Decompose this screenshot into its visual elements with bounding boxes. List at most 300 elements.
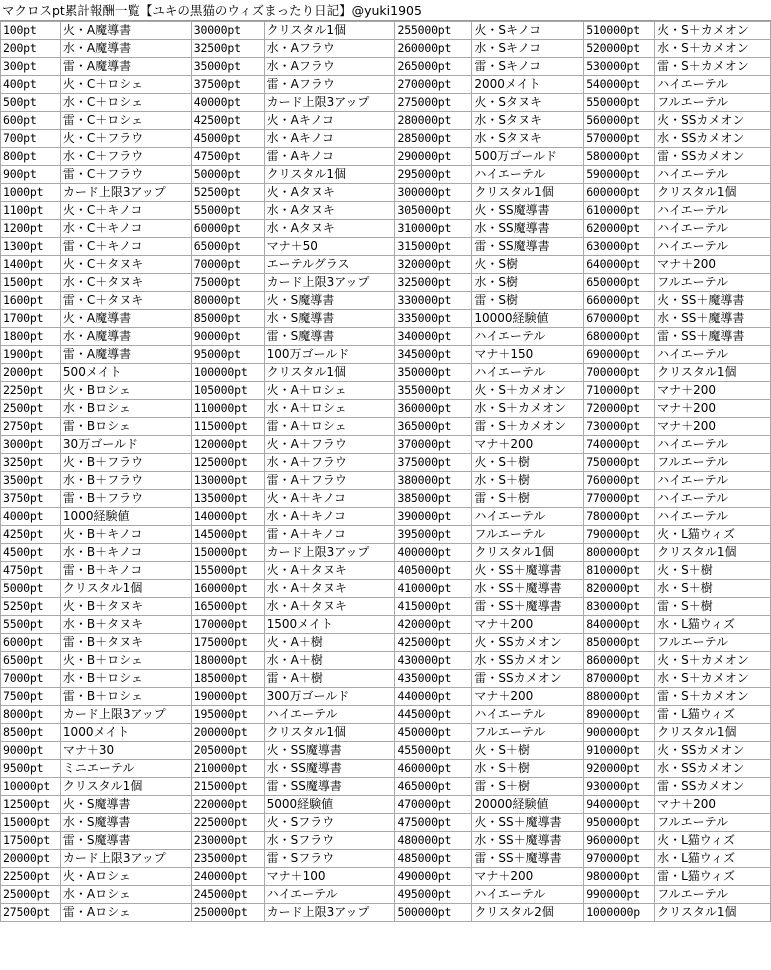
reward-cell: マナ＋200 (472, 688, 584, 706)
points-cell: 50000pt (191, 166, 264, 184)
reward-cell: 雷・C＋キノコ (60, 238, 191, 256)
reward-cell: カード上限3アップ (264, 274, 395, 292)
table-row (1, 742, 771, 760)
points-cell: 800pt (1, 148, 61, 166)
reward-cell: カード上限3アップ (264, 544, 395, 562)
reward-cell: 火・SSカメオン (655, 742, 771, 760)
reward-cell: 火・Bロシェ (60, 382, 191, 400)
reward-cell: ハイエーテル (472, 886, 584, 904)
reward-cell: 火・SS＋魔導書 (472, 562, 584, 580)
points-cell: 8000pt (1, 706, 61, 724)
points-cell: 300000pt (395, 184, 472, 202)
table-row (1, 220, 771, 238)
reward-cell: 水・S魔導書 (60, 814, 191, 832)
reward-cell: 火・A魔導書 (60, 22, 191, 40)
reward-cell: カード上限3アップ (60, 850, 191, 868)
points-cell: 640000pt (584, 256, 655, 274)
reward-cell: 水・A＋キノコ (264, 508, 395, 526)
points-cell: 930000pt (584, 778, 655, 796)
points-cell: 720000pt (584, 400, 655, 418)
points-cell: 580000pt (584, 148, 655, 166)
points-cell: 55000pt (191, 202, 264, 220)
reward-cell: クリスタル1個 (655, 544, 771, 562)
reward-cell: エーテルグラス (264, 256, 395, 274)
points-cell: 75000pt (191, 274, 264, 292)
reward-cell: 水・A魔導書 (60, 328, 191, 346)
reward-cell: 雷・SS＋魔導書 (472, 598, 584, 616)
points-cell: 450000pt (395, 724, 472, 742)
reward-cell: 火・SS魔導書 (264, 742, 395, 760)
points-cell: 175000pt (191, 634, 264, 652)
points-cell: 3500pt (1, 472, 61, 490)
reward-cell: 水・S＋カメオン (472, 400, 584, 418)
table-row (1, 202, 771, 220)
table-row (1, 292, 771, 310)
points-cell: 880000pt (584, 688, 655, 706)
points-cell: 5250pt (1, 598, 61, 616)
points-cell: 365000pt (395, 418, 472, 436)
points-cell: 610000pt (584, 202, 655, 220)
reward-cell: 火・B＋キノコ (60, 526, 191, 544)
points-cell: 250000pt (191, 904, 264, 922)
points-cell: 440000pt (395, 688, 472, 706)
sheet-title: マクロスpt累計報酬一覧【ユキの黒猫のウィズまったり日記】@yuki1905 (0, 0, 771, 21)
reward-cell: マナ＋200 (472, 868, 584, 886)
points-cell: 780000pt (584, 508, 655, 526)
points-cell: 910000pt (584, 742, 655, 760)
reward-cell: 1500メイト (264, 616, 395, 634)
points-cell: 630000pt (584, 238, 655, 256)
points-cell: 940000pt (584, 796, 655, 814)
points-cell: 860000pt (584, 652, 655, 670)
reward-cell: クリスタル1個 (264, 364, 395, 382)
reward-cell: 火・S＋カメオン (655, 22, 771, 40)
points-cell: 660000pt (584, 292, 655, 310)
points-cell: 1200pt (1, 220, 61, 238)
points-cell: 400pt (1, 76, 61, 94)
points-cell: 345000pt (395, 346, 472, 364)
points-cell: 2000pt (1, 364, 61, 382)
points-cell: 120000pt (191, 436, 264, 454)
reward-cell: 雷・C＋フラウ (60, 166, 191, 184)
points-cell: 9000pt (1, 742, 61, 760)
table-row (1, 346, 771, 364)
reward-cell: 雷・S＋樹 (472, 778, 584, 796)
points-cell: 210000pt (191, 760, 264, 778)
points-cell: 740000pt (584, 436, 655, 454)
points-cell: 45000pt (191, 130, 264, 148)
reward-cell: ハイエーテル (472, 364, 584, 382)
points-cell: 540000pt (584, 76, 655, 94)
points-cell: 415000pt (395, 598, 472, 616)
table-row (1, 616, 771, 634)
reward-cell: マナ＋30 (60, 742, 191, 760)
reward-cell: クリスタル1個 (60, 580, 191, 598)
table-row (1, 58, 771, 76)
points-cell: 1300pt (1, 238, 61, 256)
reward-cell: 雷・S＋カメオン (472, 418, 584, 436)
points-cell: 840000pt (584, 616, 655, 634)
reward-cell: ハイエーテル (472, 508, 584, 526)
points-cell: 2750pt (1, 418, 61, 436)
points-cell: 710000pt (584, 382, 655, 400)
table-row (1, 760, 771, 778)
points-cell: 70000pt (191, 256, 264, 274)
reward-cell: 水・Aキノコ (264, 130, 395, 148)
reward-cell: 雷・B＋キノコ (60, 562, 191, 580)
points-cell: 650000pt (584, 274, 655, 292)
reward-cell: 水・Aタヌキ (264, 220, 395, 238)
points-cell: 960000pt (584, 832, 655, 850)
points-cell: 1100pt (1, 202, 61, 220)
reward-cell: 30万ゴールド (60, 436, 191, 454)
reward-cell: 雷・S魔導書 (60, 832, 191, 850)
points-cell: 275000pt (395, 94, 472, 112)
points-cell: 300pt (1, 58, 61, 76)
reward-cell: 水・SS魔導書 (472, 220, 584, 238)
points-cell: 145000pt (191, 526, 264, 544)
points-cell: 110000pt (191, 400, 264, 418)
points-cell: 870000pt (584, 670, 655, 688)
points-cell: 115000pt (191, 418, 264, 436)
reward-cell: 雷・A＋ロシェ (264, 418, 395, 436)
reward-cell: カード上限3アップ (60, 706, 191, 724)
reward-cell: フルエーテル (472, 724, 584, 742)
points-cell: 265000pt (395, 58, 472, 76)
table-row (1, 40, 771, 58)
table-row (1, 598, 771, 616)
points-cell: 310000pt (395, 220, 472, 238)
reward-cell: 雷・L猫ウィズ (655, 868, 771, 886)
reward-cell: カード上限3アップ (264, 94, 395, 112)
reward-cell: マナ＋200 (655, 256, 771, 274)
reward-cell: 雷・Sフラウ (264, 850, 395, 868)
reward-cell: 雷・B＋タヌキ (60, 634, 191, 652)
reward-cell: 水・S魔導書 (264, 310, 395, 328)
table-row (1, 148, 771, 166)
reward-cell: 火・A＋ロシェ (264, 382, 395, 400)
reward-cell: 火・Aキノコ (264, 112, 395, 130)
reward-cell: 火・SS＋魔導書 (655, 292, 771, 310)
points-cell: 335000pt (395, 310, 472, 328)
points-cell: 970000pt (584, 850, 655, 868)
table-row (1, 688, 771, 706)
points-cell: 42500pt (191, 112, 264, 130)
reward-cell: ハイエーテル (472, 328, 584, 346)
reward-cell: 水・SS＋魔導書 (472, 832, 584, 850)
reward-cell: 雷・SS＋魔導書 (655, 328, 771, 346)
points-cell: 220000pt (191, 796, 264, 814)
reward-cell: 雷・Aロシェ (60, 904, 191, 922)
reward-cell: 水・L猫ウィズ (655, 850, 771, 868)
reward-cell: 雷・Bロシェ (60, 418, 191, 436)
table-row (1, 238, 771, 256)
points-cell: 810000pt (584, 562, 655, 580)
points-cell: 510000pt (584, 22, 655, 40)
points-cell: 47500pt (191, 148, 264, 166)
points-cell: 410000pt (395, 580, 472, 598)
reward-cell: 水・SSカメオン (655, 760, 771, 778)
points-cell: 375000pt (395, 454, 472, 472)
reward-cell: 雷・Aキノコ (264, 148, 395, 166)
points-cell: 395000pt (395, 526, 472, 544)
points-cell: 215000pt (191, 778, 264, 796)
points-cell: 225000pt (191, 814, 264, 832)
points-cell: 850000pt (584, 634, 655, 652)
reward-cell: 雷・S＋カメオン (655, 688, 771, 706)
table-row (1, 436, 771, 454)
reward-cell: 水・Aタヌキ (264, 202, 395, 220)
reward-cell: 水・Aフラウ (264, 58, 395, 76)
reward-cell: カード上限3アップ (264, 904, 395, 922)
reward-cell: 火・S＋樹 (472, 454, 584, 472)
reward-rows (1, 22, 771, 922)
points-cell: 260000pt (395, 40, 472, 58)
reward-cell: 火・Sタヌキ (472, 94, 584, 112)
reward-cell: 火・S＋カメオン (472, 382, 584, 400)
points-cell: 65000pt (191, 238, 264, 256)
points-cell: 490000pt (395, 868, 472, 886)
reward-cell: 雷・B＋ロシェ (60, 688, 191, 706)
points-cell: 1900pt (1, 346, 61, 364)
reward-cell: 水・Aロシェ (60, 886, 191, 904)
points-cell: 325000pt (395, 274, 472, 292)
points-cell: 485000pt (395, 850, 472, 868)
table-row (1, 454, 771, 472)
reward-cell: 火・S＋樹 (472, 742, 584, 760)
points-cell: 560000pt (584, 112, 655, 130)
points-cell: 750000pt (584, 454, 655, 472)
reward-cell: 100万ゴールド (264, 346, 395, 364)
reward-cell: クリスタル1個 (472, 184, 584, 202)
points-cell: 7000pt (1, 670, 61, 688)
reward-cell: 火・S魔導書 (264, 292, 395, 310)
table-row (1, 634, 771, 652)
reward-cell: 火・L猫ウィズ (655, 526, 771, 544)
points-cell: 4250pt (1, 526, 61, 544)
points-cell: 385000pt (395, 490, 472, 508)
reward-cell: フルエーテル (655, 454, 771, 472)
reward-cell: 雷・Aフラウ (264, 76, 395, 94)
points-cell: 470000pt (395, 796, 472, 814)
reward-cell: 火・SS＋魔導書 (472, 814, 584, 832)
points-cell: 1700pt (1, 310, 61, 328)
points-cell: 10000pt (1, 778, 61, 796)
points-cell: 100000pt (191, 364, 264, 382)
points-cell: 800000pt (584, 544, 655, 562)
points-cell: 680000pt (584, 328, 655, 346)
reward-cell: 雷・S＋カメオン (655, 58, 771, 76)
reward-cell: 水・S＋樹 (472, 472, 584, 490)
reward-cell: 水・C＋キノコ (60, 220, 191, 238)
reward-cell: 水・Aフラウ (264, 40, 395, 58)
table-row (1, 508, 771, 526)
reward-cell: 火・B＋フラウ (60, 454, 191, 472)
points-cell: 35000pt (191, 58, 264, 76)
reward-cell: 500メイト (60, 364, 191, 382)
reward-cell: 火・L猫ウィズ (655, 832, 771, 850)
reward-cell: クリスタル1個 (264, 166, 395, 184)
reward-cell: 水・B＋タヌキ (60, 616, 191, 634)
points-cell: 1000pt (1, 184, 61, 202)
reward-cell: フルエーテル (472, 526, 584, 544)
points-cell: 460000pt (395, 760, 472, 778)
reward-cell: 水・A＋フラウ (264, 454, 395, 472)
table-row (1, 184, 771, 202)
reward-cell: クリスタル2個 (472, 904, 584, 922)
reward-cell: フルエーテル (655, 886, 771, 904)
points-cell: 305000pt (395, 202, 472, 220)
reward-cell: 火・A＋タヌキ (264, 562, 395, 580)
reward-cell: ハイエーテル (655, 238, 771, 256)
points-cell: 15000pt (1, 814, 61, 832)
reward-cell: 雷・SS魔導書 (264, 778, 395, 796)
points-cell: 52500pt (191, 184, 264, 202)
points-cell: 2500pt (1, 400, 61, 418)
reward-cell: 火・SS魔導書 (472, 202, 584, 220)
reward-cell: 雷・C＋タヌキ (60, 292, 191, 310)
reward-cell: ハイエーテル (264, 886, 395, 904)
reward-cell: 5000経験値 (264, 796, 395, 814)
points-cell: 30000pt (191, 22, 264, 40)
reward-cell: クリスタル1個 (472, 544, 584, 562)
reward-cell: マナ＋150 (472, 346, 584, 364)
points-cell: 125000pt (191, 454, 264, 472)
points-cell: 445000pt (395, 706, 472, 724)
points-cell: 22500pt (1, 868, 61, 886)
reward-cell: ハイエーテル (655, 220, 771, 238)
points-cell: 40000pt (191, 94, 264, 112)
points-cell: 520000pt (584, 40, 655, 58)
table-row (1, 274, 771, 292)
points-cell: 5000pt (1, 580, 61, 598)
points-cell: 235000pt (191, 850, 264, 868)
table-row (1, 904, 771, 922)
table-row (1, 382, 771, 400)
reward-cell: 水・L猫ウィズ (655, 616, 771, 634)
reward-cell: 雷・A＋フラウ (264, 472, 395, 490)
reward-cell: クリスタル1個 (655, 904, 771, 922)
points-cell: 195000pt (191, 706, 264, 724)
reward-cell: 水・S＋カメオン (655, 670, 771, 688)
reward-cell: ハイエーテル (655, 436, 771, 454)
points-cell: 390000pt (395, 508, 472, 526)
points-cell: 60000pt (191, 220, 264, 238)
points-cell: 290000pt (395, 148, 472, 166)
reward-cell: 水・B＋フラウ (60, 472, 191, 490)
reward-cell: 水・B＋キノコ (60, 544, 191, 562)
reward-cell: 火・S魔導書 (60, 796, 191, 814)
points-cell: 700pt (1, 130, 61, 148)
table-row (1, 796, 771, 814)
points-cell: 500000pt (395, 904, 472, 922)
points-cell: 990000pt (584, 886, 655, 904)
reward-cell: ミニエーテル (60, 760, 191, 778)
table-row (1, 166, 771, 184)
points-cell: 230000pt (191, 832, 264, 850)
points-cell: 890000pt (584, 706, 655, 724)
points-cell: 380000pt (395, 472, 472, 490)
reward-cell: 水・Sタヌキ (472, 112, 584, 130)
reward-table (0, 21, 771, 922)
reward-cell: 雷・SSカメオン (655, 778, 771, 796)
points-cell: 700000pt (584, 364, 655, 382)
reward-cell: 雷・S＋樹 (655, 598, 771, 616)
reward-cell: フルエーテル (655, 634, 771, 652)
table-row (1, 328, 771, 346)
points-cell: 790000pt (584, 526, 655, 544)
points-cell: 95000pt (191, 346, 264, 364)
points-cell: 25000pt (1, 886, 61, 904)
points-cell: 425000pt (395, 634, 472, 652)
table-row (1, 112, 771, 130)
reward-cell: 雷・SSカメオン (472, 670, 584, 688)
table-row (1, 364, 771, 382)
points-cell: 3250pt (1, 454, 61, 472)
points-cell: 200000pt (191, 724, 264, 742)
reward-cell: 雷・Sキノコ (472, 58, 584, 76)
points-cell: 1500pt (1, 274, 61, 292)
table-row (1, 724, 771, 742)
reward-cell: 水・S＋樹 (655, 580, 771, 598)
points-cell: 165000pt (191, 598, 264, 616)
reward-cell: 水・SS魔導書 (264, 760, 395, 778)
reward-cell: 水・B＋ロシェ (60, 670, 191, 688)
reward-cell: マナ＋200 (472, 616, 584, 634)
points-cell: 495000pt (395, 886, 472, 904)
reward-cell: 火・B＋ロシェ (60, 652, 191, 670)
reward-cell: 火・A＋キノコ (264, 490, 395, 508)
reward-cell: 水・SS＋魔導書 (472, 580, 584, 598)
table-row (1, 490, 771, 508)
points-cell: 5500pt (1, 616, 61, 634)
points-cell: 920000pt (584, 760, 655, 778)
reward-cell: ハイエーテル (655, 76, 771, 94)
points-cell: 130000pt (191, 472, 264, 490)
reward-cell: 火・Aタヌキ (264, 184, 395, 202)
reward-cell: 雷・B＋フラウ (60, 490, 191, 508)
reward-cell: 10000経験値 (472, 310, 584, 328)
points-cell: 400000pt (395, 544, 472, 562)
reward-cell: 水・Sタヌキ (472, 130, 584, 148)
reward-cell: 水・C＋フラウ (60, 148, 191, 166)
table-row (1, 472, 771, 490)
points-cell: 1400pt (1, 256, 61, 274)
reward-cell: ハイエーテル (655, 490, 771, 508)
points-cell: 285000pt (395, 130, 472, 148)
table-row (1, 544, 771, 562)
points-cell: 980000pt (584, 868, 655, 886)
reward-cell: 火・C＋タヌキ (60, 256, 191, 274)
reward-cell: 水・Bロシェ (60, 400, 191, 418)
points-cell: 435000pt (395, 670, 472, 688)
table-row (1, 400, 771, 418)
reward-cell: マナ＋200 (655, 400, 771, 418)
reward-cell: 雷・S樹 (472, 292, 584, 310)
reward-cell: ハイエーテル (472, 706, 584, 724)
reward-cell: 1000メイト (60, 724, 191, 742)
reward-cell: クリスタル1個 (264, 22, 395, 40)
points-cell: 2250pt (1, 382, 61, 400)
reward-cell: ハイエーテル (655, 508, 771, 526)
points-cell: 370000pt (395, 436, 472, 454)
points-cell: 820000pt (584, 580, 655, 598)
points-cell: 4000pt (1, 508, 61, 526)
reward-cell: マナ＋200 (655, 382, 771, 400)
points-cell: 9500pt (1, 760, 61, 778)
reward-cell: 雷・C＋ロシェ (60, 112, 191, 130)
points-cell: 600000pt (584, 184, 655, 202)
